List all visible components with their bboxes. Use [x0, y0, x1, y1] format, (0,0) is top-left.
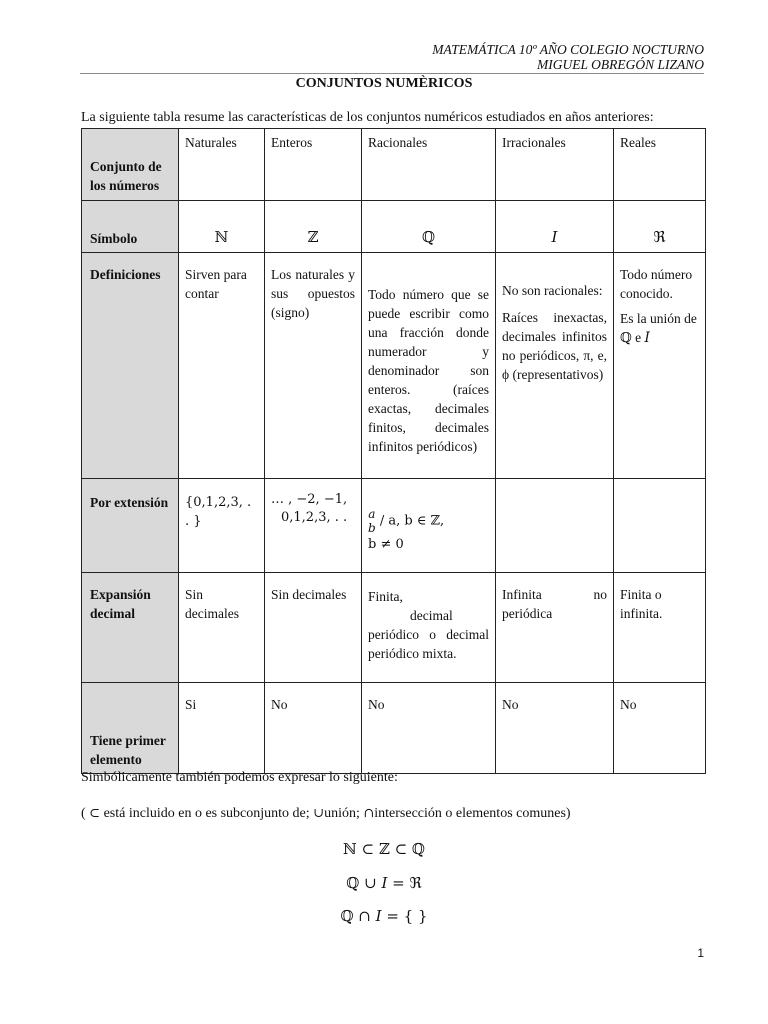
expansion-racionales-1: Finita, [368, 589, 403, 604]
definition-racionales: Todo número que se puede escribir como una fracción donde numerador y denominador son enteros. (raíces exactas, decimales finitos, decimales infinitos periódicos) [362, 253, 496, 479]
symbol-legend [81, 806, 571, 822]
row-header-conjunto: Conjunto de los números [82, 129, 179, 201]
col-naturales: Naturales [179, 129, 265, 201]
intersection-symbol: ∩ [363, 806, 375, 821]
extension-naturales: {0,1,2,3, . . } [179, 479, 265, 573]
definition-reales-3: ℚ e 𝐼 [620, 330, 650, 345]
page-title: CONJUNTOS NUMÈRICOS [295, 76, 473, 91]
table-row-definiciones [82, 253, 706, 479]
table-row-simbolo [82, 201, 706, 253]
legend-subset-text: está incluido en o es subconjunto de; [103, 806, 310, 821]
legend-union-text: unión; [324, 806, 360, 821]
legend-open-paren: ( [81, 806, 86, 821]
symbol-irracionales: 𝐼 [551, 230, 558, 246]
formula-subsets: ℕ ⊂ ℤ ⊂ ℚ [343, 840, 425, 858]
extension-racionales-2: b ≠ 0 [368, 537, 404, 552]
extension-racionales-frac-top: a [368, 507, 376, 521]
symbol-naturales: ℕ [214, 230, 229, 246]
row-header-simbolo: Símbolo [82, 201, 179, 253]
row-header-definiciones: Definiciones [82, 253, 179, 479]
extension-enteros-2: 0,1,2,3, . . [281, 510, 348, 525]
definition-reales-1: Todo número conocido. [620, 267, 693, 301]
legend-intersection-text: intersección o elementos comunes) [374, 806, 571, 821]
expansion-racionales-2: decimal [410, 608, 453, 623]
formula-union: ℚ ∪ 𝐼 = ℜ [346, 874, 422, 892]
intro-paragraph: La siguiente tabla resume las características de los conjuntos numéricos estudiados en años anteriores: [81, 110, 654, 125]
primer-racionales: No [362, 683, 496, 774]
col-racionales: Racionales [362, 129, 496, 201]
primer-naturales: Si [179, 683, 265, 774]
table-row-expansion [82, 573, 706, 683]
definition-enteros: Los naturales y sus opuestos (signo) [265, 253, 362, 479]
expansion-naturales: Sin decimales [179, 573, 265, 683]
header-line-2: MIGUEL OBREGÓN LIZANO [536, 57, 704, 72]
extension-racionales-mid: / a, b ∈ ℤ, [379, 513, 445, 529]
number-sets-table [81, 128, 706, 774]
definition-naturales: Sirven para contar [179, 253, 265, 479]
extension-racionales-1 [368, 507, 489, 535]
primer-irracionales: No [496, 683, 614, 774]
primer-reales: No [614, 683, 706, 774]
definition-reales-2: Es la unión de [620, 311, 697, 326]
row-header-primer: Tiene primer elemento [82, 683, 179, 774]
formula-intersection: ℚ ∩ 𝐼 = { } [340, 907, 428, 925]
col-enteros: Enteros [265, 129, 362, 201]
primer-enteros: No [265, 683, 362, 774]
table-row-conjunto [82, 129, 706, 201]
definition-irracionales-2: Raíces inexactas, decimales infinitos no periódicos, π, e, ϕ (representativos) [502, 310, 607, 382]
table-row-extension [82, 479, 706, 573]
symbolic-intro: Simbólicamente también podemos expresar lo siguiente: [81, 770, 398, 785]
symbol-racionales: ℚ [421, 230, 436, 246]
expansion-reales: Finita o infinita. [614, 573, 706, 683]
extension-enteros-1: … , −2, −1, [271, 492, 348, 507]
row-header-expansion: Expansión decimal [82, 573, 179, 683]
row-header-extension: Por extensión [82, 479, 179, 573]
document-header [432, 42, 704, 72]
expansion-irracionales: Infinita no periódica [496, 573, 614, 683]
table-row-primer [82, 683, 706, 774]
expansion-enteros: Sin decimales [265, 573, 362, 683]
subset-symbol: ⊂ [89, 806, 101, 821]
col-reales: Reales [614, 129, 706, 201]
col-irracionales: Irracionales [496, 129, 614, 201]
extension-racionales-frac-bottom: b [368, 521, 376, 535]
symbol-enteros: ℤ [307, 230, 319, 246]
expansion-racionales-3: periódico o decimal periódico mixta. [368, 627, 489, 661]
union-symbol: ∪ [313, 806, 325, 821]
header-rule [80, 73, 704, 74]
header-line-1: MATEMÁTICA 10º AÑO COLEGIO NOCTURNO [432, 42, 704, 57]
definition-irracionales-1: No son racionales: [502, 283, 603, 298]
symbol-reales: ℜ [653, 230, 666, 246]
page-number: 1 [697, 946, 704, 960]
